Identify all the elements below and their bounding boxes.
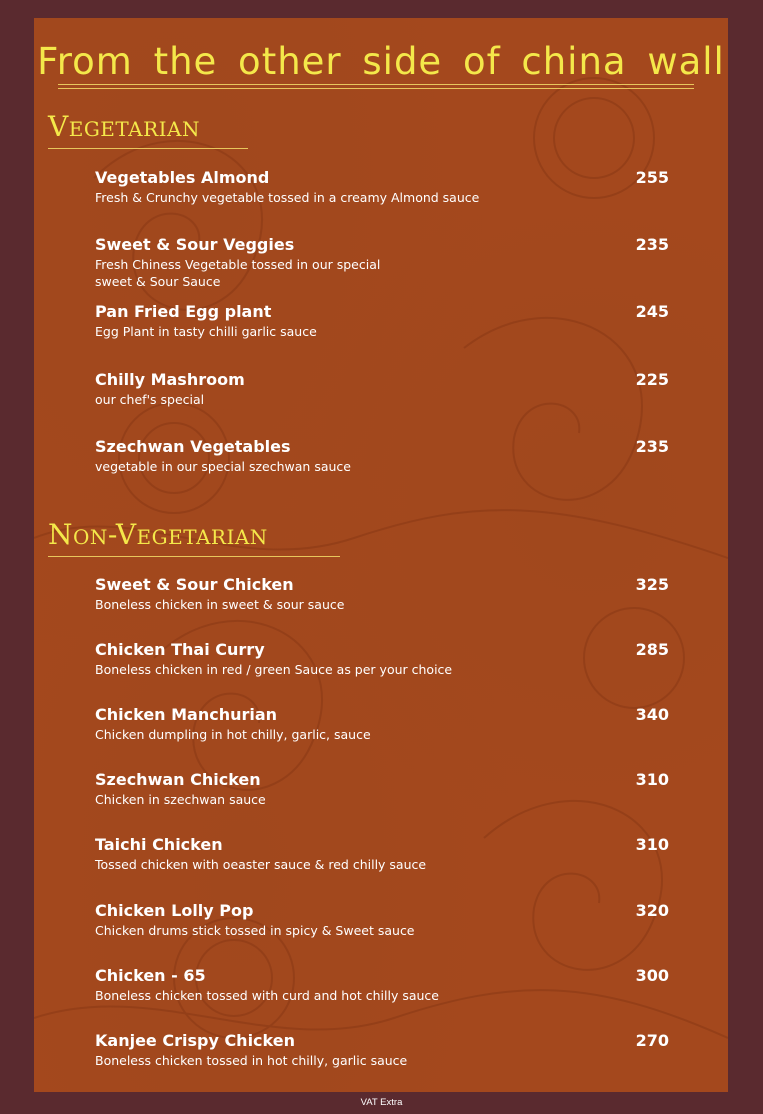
section-underline-vegetarian <box>48 148 248 149</box>
item-price: 245 <box>635 302 669 321</box>
menu-item <box>95 437 669 475</box>
item-description: Fresh & Crunchy vegetable tossed in a creamy Almond sauce <box>95 190 480 205</box>
vat-note: VAT Extra <box>360 1097 403 1108</box>
item-description: Egg Plant in tasty chilli garlic sauce <box>95 324 317 339</box>
menu-item <box>95 966 669 1004</box>
menu-item <box>95 302 669 340</box>
title-divider-second <box>58 88 694 89</box>
item-price: 225 <box>635 370 669 389</box>
item-price: 300 <box>635 966 669 985</box>
menu-item <box>95 770 669 808</box>
item-price: 310 <box>635 770 669 789</box>
item-price: 255 <box>635 168 669 187</box>
item-description: Boneless chicken tossed with curd and hot chilly sauce <box>95 988 439 1003</box>
item-description: Chicken dumpling in hot chilly, garlic, sauce <box>95 727 371 742</box>
item-name: Sweet & Sour Veggies <box>95 235 295 254</box>
menu-item <box>95 1031 669 1069</box>
item-name: Pan Fried Egg plant <box>95 302 272 321</box>
section-heading-vegetarian: Vegetarian <box>48 110 200 143</box>
item-name: Szechwan Vegetables <box>95 437 291 456</box>
title-divider <box>58 84 694 85</box>
item-description: Chicken drums stick tossed in spicy & Sweet sauce <box>95 923 415 938</box>
item-price: 310 <box>635 835 669 854</box>
menu-title: From the other side of china wall <box>37 40 725 83</box>
menu-item <box>95 705 669 743</box>
item-description: Boneless chicken in red / green Sauce as per your choice <box>95 662 453 677</box>
section-heading-non-vegetarian: Non-Vegetarian <box>48 518 268 551</box>
item-description: Boneless chicken tossed in hot chilly, garlic sauce <box>95 1053 408 1068</box>
item-name: Szechwan Chicken <box>95 770 261 789</box>
item-price: 235 <box>635 437 669 456</box>
item-name: Taichi Chicken <box>95 835 223 854</box>
menu-item <box>95 835 669 873</box>
item-name: Chicken Thai Curry <box>95 640 265 659</box>
item-name: Vegetables Almond <box>95 168 270 187</box>
menu-item <box>95 235 669 290</box>
item-price: 285 <box>635 640 669 659</box>
item-name: Sweet & Sour Chicken <box>95 575 294 594</box>
menu-item <box>95 370 669 408</box>
menu-panel <box>34 18 728 1092</box>
menu-item <box>95 640 669 678</box>
item-description: Boneless chicken in sweet & sour sauce <box>95 597 345 612</box>
section-underline-non-vegetarian <box>48 556 340 557</box>
item-price: 340 <box>635 705 669 724</box>
item-price: 270 <box>635 1031 669 1050</box>
item-name: Kanjee Crispy Chicken <box>95 1031 295 1050</box>
item-description: Tossed chicken with oeaster sauce & red chilly sauce <box>95 857 427 872</box>
item-description: vegetable in our special szechwan sauce <box>95 459 351 474</box>
item-price: 235 <box>635 235 669 254</box>
item-name: Chicken Lolly Pop <box>95 901 254 920</box>
item-price: 325 <box>635 575 669 594</box>
item-name: Chilly Mashroom <box>95 370 245 389</box>
menu-item <box>95 168 669 206</box>
item-description: Fresh Chiness Vegetable tossed in our special sweet & Sour Sauce <box>95 257 381 289</box>
menu-item <box>95 575 669 613</box>
item-name: Chicken Manchurian <box>95 705 278 724</box>
item-description: our chef's special <box>95 392 205 407</box>
menu-item <box>95 901 669 939</box>
item-name: Chicken - 65 <box>95 966 206 985</box>
item-price: 320 <box>635 901 669 920</box>
item-description: Chicken in szechwan sauce <box>95 792 266 807</box>
